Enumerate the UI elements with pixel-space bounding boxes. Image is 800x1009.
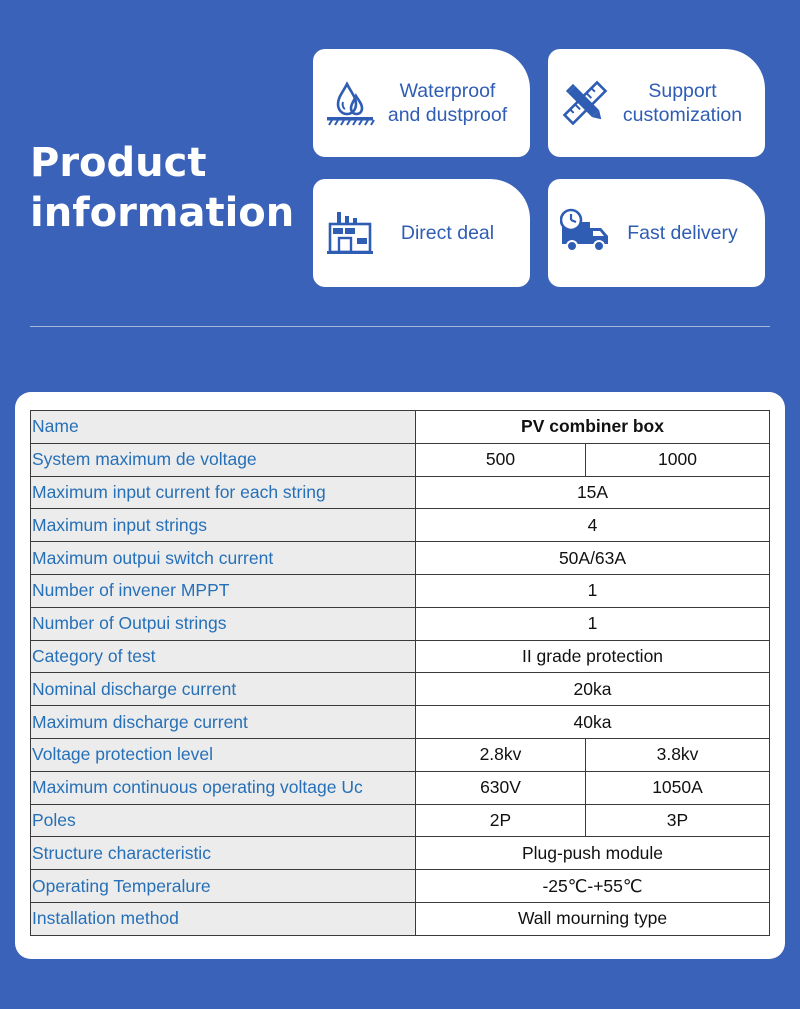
table-row xyxy=(31,706,770,739)
feature-label xyxy=(610,79,765,127)
spec-name-cell: Maximum discharge current xyxy=(31,706,416,739)
spec-name-cell: Maximum outpui switch current xyxy=(31,542,416,575)
feature-card-waterproof xyxy=(313,49,530,157)
spec-value-cell: 15A xyxy=(416,476,770,509)
spec-value-cell: Plug-push module xyxy=(416,837,770,870)
spec-name-cell: Poles xyxy=(31,804,416,837)
spec-value-cell: 1 xyxy=(416,607,770,640)
table-row xyxy=(31,738,770,771)
table-row xyxy=(31,640,770,673)
table-row xyxy=(31,870,770,903)
feature-label-line-1: Waterproof xyxy=(399,80,496,102)
spec-value-cell: 4 xyxy=(416,509,770,542)
spec-value-cell: 3P xyxy=(586,804,770,837)
feature-label xyxy=(375,221,530,245)
spec-name-cell: Maximum input current for each string xyxy=(31,476,416,509)
feature-label-line-1: Fast delivery xyxy=(627,222,738,244)
feature-label-line-1: Direct deal xyxy=(400,222,495,244)
spec-name-cell: Maximum continuous operating voltage Uc xyxy=(31,771,416,804)
spec-name-cell: Voltage protection level xyxy=(31,738,416,771)
factory-icon xyxy=(325,208,375,258)
table-row xyxy=(31,574,770,607)
spec-value-cell: 2.8kv xyxy=(416,738,586,771)
spec-name-cell: Number of invener MPPT xyxy=(31,574,416,607)
feature-label-line-1: Support xyxy=(648,80,717,102)
table-row xyxy=(31,837,770,870)
spec-value-cell: 50A/63A xyxy=(416,542,770,575)
spec-value-cell: 20ka xyxy=(416,673,770,706)
spec-value-cell: II grade protection xyxy=(416,640,770,673)
ruler-pencil-icon xyxy=(560,78,610,128)
table-row xyxy=(31,509,770,542)
water-drops-icon xyxy=(325,78,375,128)
spec-value-cell: 1 xyxy=(416,574,770,607)
spec-name-cell: Maximum input strings xyxy=(31,509,416,542)
feature-label xyxy=(375,79,530,127)
spec-name-cell: System maximum de voltage xyxy=(31,443,416,476)
table-row xyxy=(31,804,770,837)
section-divider xyxy=(30,326,770,327)
spec-value-cell: 1050A xyxy=(586,771,770,804)
spec-value-cell: 2P xyxy=(416,804,586,837)
feature-card-fast-delivery xyxy=(548,179,765,287)
spec-name-cell: Nominal discharge current xyxy=(31,673,416,706)
table-row xyxy=(31,902,770,935)
spec-table xyxy=(30,410,770,936)
spec-name-cell: Operating Temperalure xyxy=(31,870,416,903)
spec-value-cell: PV combiner box xyxy=(416,411,770,444)
spec-value-cell: Wall mourning type xyxy=(416,902,770,935)
page-title-line-1: Product xyxy=(30,140,207,186)
spec-panel xyxy=(15,392,785,959)
table-row xyxy=(31,476,770,509)
feature-card-direct-deal xyxy=(313,179,530,287)
feature-label xyxy=(610,221,765,245)
spec-value-cell: -25℃-+55℃ xyxy=(416,870,770,903)
spec-name-cell: Installation method xyxy=(31,902,416,935)
table-row xyxy=(31,542,770,575)
table-row xyxy=(31,673,770,706)
page-title xyxy=(30,138,294,238)
spec-name-cell: Category of test xyxy=(31,640,416,673)
spec-value-cell: 40ka xyxy=(416,706,770,739)
spec-name-cell: Structure characteristic xyxy=(31,837,416,870)
feature-card-customization xyxy=(548,49,765,157)
delivery-truck-icon xyxy=(560,208,610,258)
table-row xyxy=(31,443,770,476)
page-title-line-2: information xyxy=(30,190,295,236)
table-row xyxy=(31,771,770,804)
feature-label-line-2: customization xyxy=(622,104,743,126)
spec-value-cell: 3.8kv xyxy=(586,738,770,771)
table-row xyxy=(31,411,770,444)
table-row xyxy=(31,607,770,640)
spec-name-cell: Name xyxy=(31,411,416,444)
spec-value-cell: 500 xyxy=(416,443,586,476)
feature-label-line-2: and dustproof xyxy=(387,104,508,126)
spec-name-cell: Number of Outpui strings xyxy=(31,607,416,640)
spec-value-cell: 630V xyxy=(416,771,586,804)
spec-value-cell: 1000 xyxy=(586,443,770,476)
